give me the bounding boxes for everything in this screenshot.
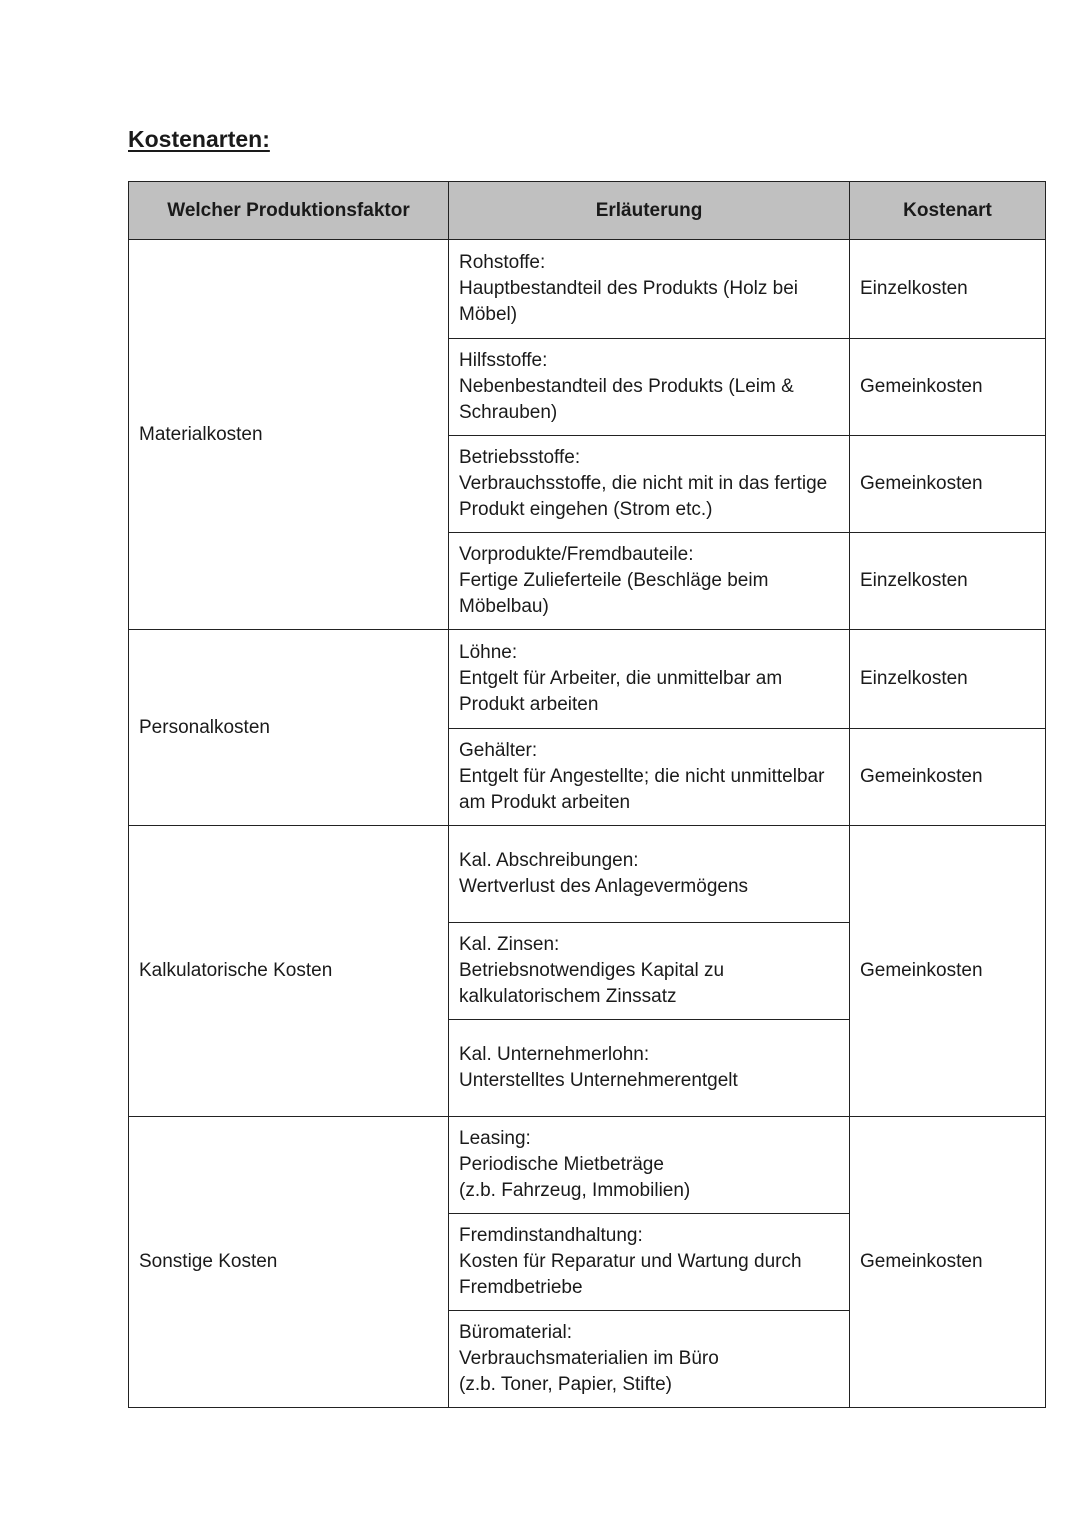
factor-cell: Materialkosten [129,240,449,630]
explanation-cell [449,826,850,923]
explanation-heading: Rohstoffe: [459,252,546,273]
explanation-heading: Vorprodukte/Fremdbauteile: [459,544,694,565]
explanation-text: Fertige Zulieferteile (Beschläge beim Möbelbau) [459,570,769,617]
factor-cell: Personalkosten [129,630,449,826]
cost-type-cell: Gemeinkosten [850,1117,1046,1408]
explanation-cell [449,630,850,729]
cost-type-cell: Einzelkosten [850,533,1046,630]
explanation-text: Unterstelltes Unternehmerentgelt [459,1070,738,1091]
explanation-text: Nebenbestandteil des Produkts (Leim & Schrauben) [459,376,794,423]
factor-cell: Sonstige Kosten [129,1117,449,1408]
table-row [129,240,1046,339]
explanation-text: Wertverlust des Anlagevermögens [459,876,749,897]
cost-type-cell: Gemeinkosten [850,826,1046,1117]
explanation-cell [449,1020,850,1117]
table-row [129,1117,1046,1214]
explanation-text-extra: (z.b. Fahrzeug, Immobilien) [459,1180,691,1201]
explanation-heading: Kal. Abschreibungen: [459,850,639,871]
explanation-text: Entgelt für Angestellte; die nicht unmittelbar am Produkt arbeiten [459,766,825,813]
explanation-heading: Fremdinstandhaltung: [459,1225,643,1246]
table-row [129,826,1046,923]
cost-type-cell: Gemeinkosten [850,436,1046,533]
explanation-text: Entgelt für Arbeiter, die unmittelbar am Produkt arbeiten [459,668,783,715]
explanation-cell [449,240,850,339]
header-factor: Welcher Produktionsfaktor [129,182,449,240]
cost-type-cell: Gemeinkosten [850,339,1046,436]
explanation-cell [449,923,850,1020]
page-title: Kostenarten: [128,126,270,152]
explanation-heading: Löhne: [459,642,518,663]
explanation-heading: Gehälter: [459,740,538,761]
header-cost-type: Kostenart [850,182,1046,240]
explanation-cell [449,533,850,630]
explanation-text: Periodische Mietbeträge [459,1154,664,1175]
explanation-heading: Kal. Unternehmerlohn: [459,1044,650,1065]
cost-type-cell: Gemeinkosten [850,729,1046,826]
explanation-cell [449,1311,850,1408]
explanation-heading: Betriebsstoffe: [459,447,581,468]
explanation-text: Betriebsnotwendiges Kapital zu kalkulatorischem Zinssatz [459,960,725,1007]
explanation-cell [449,1117,850,1214]
explanation-heading: Hilfsstoffe: [459,350,548,371]
header-explanation: Erläuterung [449,182,850,240]
explanation-cell [449,1214,850,1311]
explanation-heading: Kal. Zinsen: [459,934,560,955]
factor-cell: Kalkulatorische Kosten [129,826,449,1117]
explanation-text: Verbrauchsmaterialien im Büro [459,1348,719,1369]
explanation-cell [449,339,850,436]
explanation-text: Hauptbestandteil des Produkts (Holz bei Möbel) [459,278,799,325]
table-row [129,630,1046,729]
explanation-cell [449,729,850,826]
explanation-text: Verbrauchsstoffe, die nicht mit in das fertige Produkt eingehen (Strom etc.) [459,473,828,520]
explanation-text-extra: (z.b. Toner, Papier, Stifte) [459,1374,672,1395]
explanation-cell [449,436,850,533]
table-header-row [129,182,1046,240]
cost-type-cell: Einzelkosten [850,630,1046,729]
cost-types-table [128,181,1046,1408]
explanation-heading: Leasing: [459,1128,531,1149]
explanation-text: Kosten für Reparatur und Wartung durch Fremdbetriebe [459,1251,802,1298]
cost-type-cell: Einzelkosten [850,240,1046,339]
explanation-heading: Büromaterial: [459,1322,572,1343]
